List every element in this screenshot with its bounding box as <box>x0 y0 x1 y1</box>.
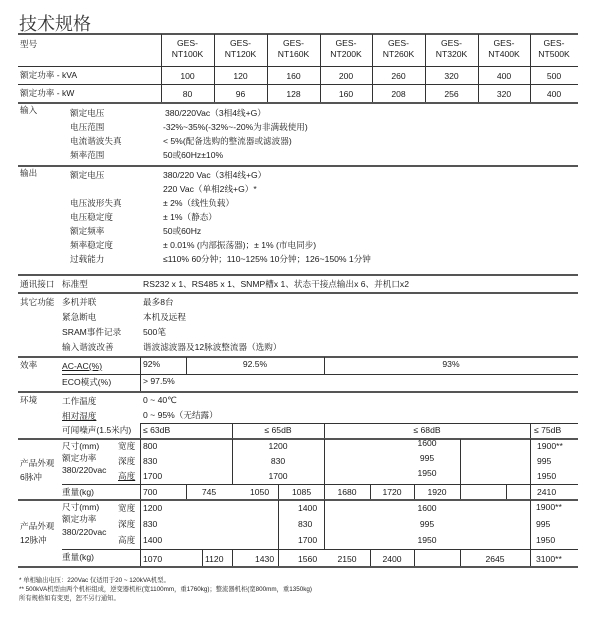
model-line1: GES- <box>282 38 304 48</box>
model-line1: GES- <box>335 38 357 48</box>
model-line1: GES- <box>493 38 515 48</box>
kw-label: 额定功率 - kW <box>20 88 75 98</box>
col-line <box>278 484 279 499</box>
spec-key: 多机并联 <box>62 297 97 307</box>
model-name <box>161 38 214 60</box>
dim-value: 1950 <box>537 471 557 481</box>
dim12-sub2: 额定功率 <box>62 514 97 524</box>
model-line2: NT320K <box>435 49 468 59</box>
kw-value: 320 <box>496 89 512 99</box>
spec-value: ± 0.01% (内部振荡器)；± 1% (市电同步) <box>163 240 317 250</box>
dim-value: 1600 <box>417 503 437 513</box>
table-bottom-border <box>18 566 578 568</box>
input-label: 输入 <box>20 105 38 115</box>
divider <box>62 374 578 375</box>
model-name <box>372 38 425 60</box>
dim-value: 1700 <box>143 471 163 481</box>
kva-value: 200 <box>338 71 354 81</box>
dim-value: 1400 <box>143 535 163 545</box>
kw-value: 256 <box>444 89 459 99</box>
col-line <box>140 439 141 499</box>
model-line1: GES- <box>176 38 198 48</box>
kva-label: 额定功率 - kVA <box>20 70 78 80</box>
spec-value: 50或60Hz <box>163 226 202 236</box>
model-name <box>530 38 578 60</box>
noise-label: 可闻噪声(1.5米内) <box>62 425 132 435</box>
kva-value: 100 <box>180 71 195 81</box>
spec-value: RS232 x 1、RS485 x 1、SNMP槽x 1、状态干接点输出x 6、并机口x2 <box>143 279 409 289</box>
kva-value: 500 <box>546 71 562 81</box>
model-line1: GES- <box>543 38 565 48</box>
dim6-sub1: 尺寸(mm) <box>62 441 100 451</box>
spec-value: 50或60Hz±10% <box>163 150 224 160</box>
model-line2: NT100K <box>171 49 204 59</box>
spec-key: 额定电压 <box>70 108 105 118</box>
noise-value: ≤ 68dB <box>413 425 441 435</box>
table-top-border <box>18 33 578 35</box>
dim-value: 1400 <box>298 503 318 513</box>
model-line2: NT200K <box>330 49 362 59</box>
dim-value: 1700 <box>298 535 318 545</box>
model-line2: NT500K <box>538 49 570 59</box>
comm-label: 通讯接口 <box>20 279 55 289</box>
depth-label: 深度 <box>118 519 136 529</box>
dim-value: 1700 <box>268 471 288 481</box>
weight-value: 1120 <box>205 554 224 564</box>
divider <box>18 391 578 393</box>
spec-value: 380/220Vac（3相4线+G） <box>165 108 266 118</box>
weight-value: 1070 <box>143 554 163 564</box>
weight-label: 重量(kg) <box>62 487 94 497</box>
footnote: 所有规格如有变更，恕不另行通知。 <box>19 595 120 602</box>
dim-value: 1200 <box>143 503 163 513</box>
temp-label: 工作温度 <box>62 396 97 406</box>
page-title: 技术规格 <box>19 14 91 34</box>
model-name <box>214 38 267 60</box>
spec-key: SRAM事件记录 <box>62 327 122 337</box>
spec-key: 频率稳定度 <box>70 240 113 250</box>
weight-value: 1720 <box>382 487 402 497</box>
weight-value: 745 <box>201 487 217 497</box>
dim-value: 830 <box>143 456 158 466</box>
weight-value: 3100** <box>536 554 562 564</box>
noise-value: ≤ 65dB <box>264 425 292 435</box>
kw-value: 400 <box>546 89 562 99</box>
col-line <box>140 500 141 566</box>
dim-value: 1950 <box>417 535 437 545</box>
height-label: 高度 <box>118 535 136 545</box>
acac-label: AC-AC(%) <box>62 361 103 371</box>
dim-value: 1950 <box>536 535 556 545</box>
weight-value: 2645 <box>485 554 505 564</box>
divider <box>18 84 578 85</box>
model-name <box>320 38 372 60</box>
dim12-sub3: 380/220vac <box>62 527 107 537</box>
spec-key: 过载能力 <box>70 254 105 264</box>
divider <box>62 484 578 485</box>
model-name <box>267 38 320 60</box>
col-line <box>140 423 141 438</box>
col-line <box>232 549 233 566</box>
weight-value: 1560 <box>298 554 318 564</box>
model-line1: GES- <box>387 38 409 48</box>
spec-value: ± 2%（线性负载） <box>163 198 235 208</box>
divider <box>18 165 578 167</box>
kw-value: 80 <box>182 89 193 99</box>
divider <box>62 549 578 550</box>
kw-value: 96 <box>235 89 246 99</box>
divider <box>18 274 578 276</box>
kw-value: 128 <box>286 89 301 99</box>
model-line2: NT400K <box>488 49 520 59</box>
noise-value: ≤ 63dB <box>143 425 171 435</box>
weight-value: 1085 <box>292 487 312 497</box>
col-line <box>530 500 531 566</box>
spec-value: ± 1%（静态） <box>163 212 217 222</box>
dim12-label1: 产品外观 <box>20 521 55 531</box>
spec-value: 500笔 <box>143 327 166 337</box>
spec-value: < 5%(配备选购的整流器或滤波器) <box>163 136 292 146</box>
dim-value: 1950 <box>417 468 437 478</box>
spec-key: 电流谐波失真 <box>70 136 122 146</box>
model-line2: NT160K <box>277 49 310 59</box>
eco-label: ECO模式(%) <box>62 377 112 387</box>
spec-key: 电压稳定度 <box>70 212 113 222</box>
col-line <box>530 439 531 499</box>
divider <box>18 499 578 501</box>
spec-value: 最多8台 <box>143 297 174 307</box>
efficiency-label: 效率 <box>20 360 38 370</box>
model-line2: NT260K <box>382 49 415 59</box>
dim6-sub2: 额定功率 <box>62 453 97 463</box>
footnote: * 单相输出电压：220Vac 仅适用于20 ~ 120kVA机型。 <box>19 577 170 584</box>
kva-value: 320 <box>444 71 459 81</box>
model-line2: NT120K <box>224 49 257 59</box>
noise-value: ≤ 75dB <box>534 425 562 435</box>
divider <box>140 423 578 424</box>
spec-value: 谐波滤波器及12脉波整流器（选购） <box>143 342 282 352</box>
humidity-label: 相对湿度 <box>62 411 97 421</box>
weight-value: 1920 <box>427 487 447 497</box>
width-label: 宽度 <box>118 503 136 513</box>
other-label: 其它功能 <box>20 297 55 307</box>
acac-value: 92.5% <box>242 359 268 369</box>
acac-value: 93% <box>442 359 460 369</box>
spec-key: 电压波形失真 <box>70 198 122 208</box>
kw-value: 160 <box>338 89 354 99</box>
col-line <box>530 423 531 438</box>
spec-key: 紧急断电 <box>62 312 97 322</box>
weight-value: 2150 <box>337 554 357 564</box>
dim-value: 995 <box>419 453 435 463</box>
col-line <box>202 549 203 566</box>
spec-key: 输入谐波改善 <box>62 342 114 352</box>
kva-value: 260 <box>391 71 406 81</box>
spec-key: 频率范围 <box>70 150 105 160</box>
dim-value: 1900** <box>536 502 562 512</box>
model-label: 型号 <box>20 39 38 49</box>
divider <box>18 356 578 358</box>
spec-value: 本机及远程 <box>143 312 186 322</box>
temp-value: 0 ~ 40℃ <box>143 395 177 405</box>
eco-value: > 97.5% <box>143 376 175 386</box>
dim-value: 995 <box>537 456 552 466</box>
spec-value: ≤110% 60分钟；110~125% 10分钟；126~150% 1分钟 <box>163 254 371 264</box>
dim6-label1: 产品外观 <box>20 458 55 468</box>
model-name <box>478 38 530 60</box>
dim-value: 1600 <box>417 438 437 448</box>
weight-value: 2410 <box>537 487 557 497</box>
environment-label: 环境 <box>20 395 38 405</box>
kva-value: 160 <box>286 71 301 81</box>
col-line <box>506 484 507 499</box>
weight-value: 2400 <box>382 554 402 564</box>
footnote: ** 500kVA机型由两个机柜组成，逆变器机柜(宽1100mm，重1760kg)；整流器机柜(宽800mm，重1350kg) <box>19 586 312 593</box>
divider <box>18 292 578 294</box>
model-name <box>425 38 478 60</box>
model-line1: GES- <box>440 38 462 48</box>
dim12-sub1: 尺寸(mm) <box>62 502 100 512</box>
dim-value: 830 <box>298 519 313 529</box>
dim-value: 1200 <box>268 441 288 451</box>
kva-value: 400 <box>496 71 512 81</box>
dim-value: 830 <box>143 519 158 529</box>
depth-label: 深度 <box>118 456 136 466</box>
dim12-label2: 12脉冲 <box>20 535 47 545</box>
spec-value: 220 Vac（单相2线+G）* <box>163 184 257 194</box>
weight-value: 1680 <box>337 487 357 497</box>
kva-value: 120 <box>233 71 248 81</box>
spec-key: 电压范围 <box>70 122 105 132</box>
width-label: 宽度 <box>118 441 136 451</box>
weight-value: 1050 <box>250 487 270 497</box>
col-line <box>278 500 279 566</box>
kw-value: 208 <box>391 89 406 99</box>
dim-value: 830 <box>270 456 286 466</box>
output-label: 输出 <box>20 168 38 178</box>
dim-value: 995 <box>419 519 435 529</box>
dim-value: 1900** <box>537 441 563 451</box>
spec-key: 标准型 <box>62 279 88 289</box>
spec-key: 额定电压 <box>70 170 105 180</box>
col-line <box>414 549 415 566</box>
model-line1: GES- <box>229 38 251 48</box>
dim6-label2: 6脉冲 <box>20 472 42 482</box>
weight-label: 重量(kg) <box>62 552 94 562</box>
height-label: 高度 <box>118 471 136 481</box>
humidity-value: 0 ~ 95%（无结露） <box>143 410 218 420</box>
divider <box>18 102 578 104</box>
acac-value: 92% <box>143 359 161 369</box>
weight-value: 1430 <box>255 554 275 564</box>
spec-key: 额定频率 <box>70 226 105 236</box>
dim6-sub3: 380/220vac <box>62 465 107 475</box>
weight-value: 700 <box>143 487 158 497</box>
divider <box>18 66 578 67</box>
dim-value: 995 <box>536 519 551 529</box>
spec-value: -32%~35%(-32%~-20%为非满载使用) <box>163 122 308 132</box>
dim-value: 800 <box>143 441 158 451</box>
spec-value: 380/220 Vac（3相4线+G） <box>163 170 267 180</box>
